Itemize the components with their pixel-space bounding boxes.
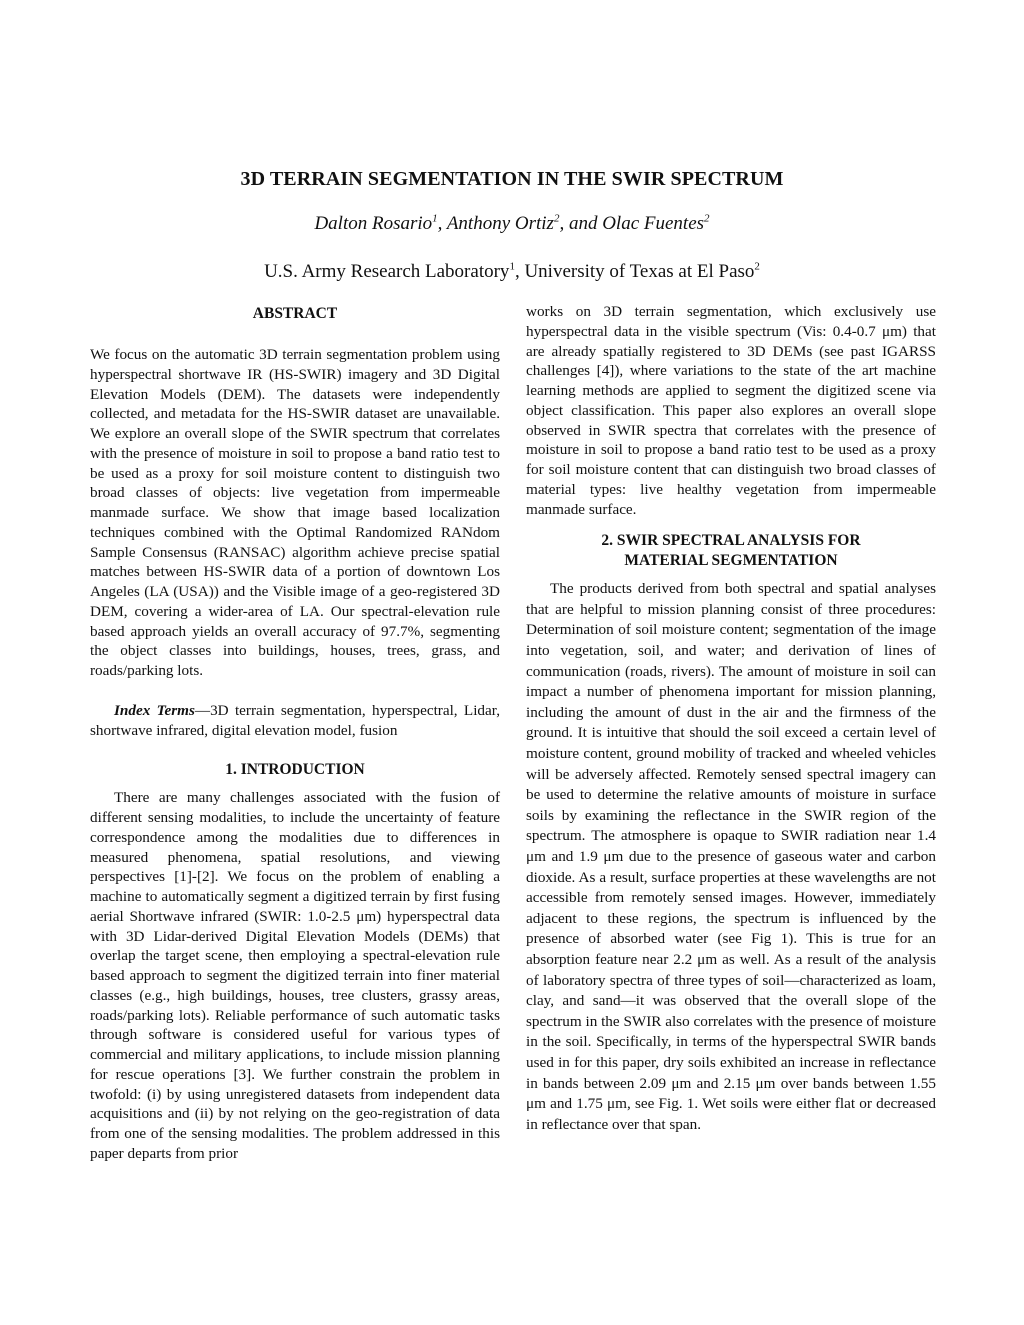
intro-heading: 1. INTRODUCTION <box>225 761 365 779</box>
abstract-text: We focus on the automatic 3D terrain segmentation problem using hyperspectral shortwave IR (HS-SWIR) imagery and 3D Digital Elevation Models (DEM). The datasets were independently collected, and metadata for the HS-SWIR dataset are unavailable. We explore an overall slope of the SWIR spectrum that correlates with the presence of moisture in soil to propose a band ratio test to be used as a proxy for soil moisture content to distinguish two broad classes of objects: live vegetation from impermeable manmade surface. We show that image based localization techniques combined with the Optimal Randomized RANdom Sample Consensus (RANSAC) algorithm achieve precise spatial matches between HS-SWIR data of a portion of downtown Los Angeles (LA (USA)) and the Visible image of a geo-registered 3D DEM, covering a wider-area of LA. Our spectral-elevation rule based approach yields an overall accuracy of 97.7%, segmenting the object classes into buildings, houses, trees, grass, and roads/parking lots. <box>90 346 500 679</box>
intro-text: There are many challenges associated with the fusion of different sensing modalities, to include the uncertainty of feature correspondence among the modalities due to differences in measured phenomena, spatial resolutions, and viewing perspectives [1]-[2]. We focus on the problem of enabling a machine to automatically segment a digitized terrain by first fusing aerial Shortwave infrared (SWIR: 1.0-2.5 μm) hyperspectral data with 3D Lidar-derived Digital Elevation Models (DEMs) that overlap the target scene, then employing a spectral-elevation rule based approach to segment the digitized terrain into finer material classes (e.g., high buildings, houses, tree clusters, grassy areas, roads/parking lots). Reliable performance of such automatic tasks through software is considered useful for various types of commercial and military applications, to include mission planning for rescue operations [3]. We further constrain the problem in twofold: (i) by using unregistered datasets from independent data acquisitions and (ii) by not relying on the geo-registration of data from one of the sensing modalities. The problem addressed in this paper departs from prior <box>90 789 500 1162</box>
author-1: Dalton Rosario <box>314 213 433 234</box>
index-terms <box>90 701 500 741</box>
author-1-affil-mark: 1 <box>432 212 438 225</box>
author-line <box>0 213 1024 235</box>
affiliation-1: U.S. Army Research Laboratory <box>264 261 510 282</box>
right-column <box>526 302 936 1135</box>
section2-heading-line2: MATERIAL SEGMENTATION <box>624 552 838 570</box>
author-2: , Anthony Ortiz <box>437 213 554 234</box>
index-terms-label: Index Terms <box>114 701 195 719</box>
author-2-affil-mark: 2 <box>553 212 560 225</box>
left-column <box>90 302 500 1164</box>
paper-title: 3D TERRAIN SEGMENTATION IN THE SWIR SPECTRUM <box>240 168 784 190</box>
section2-text: The products derived from both spectral and spatial analyses that are helpful to mission planning consist of three procedures: Determination of soil moisture content; segmentation of the image into vegetation, soil, and water; and derivation of lines of communication (roads, rivers). The amount of moisture in soil can impact a number of phenomena important for mission planning, including the amount of dust in the air and the firmness of the ground. It is intuitive that should the soil exceed a certain level of moisture content, ground mobility of tracked and wheeled vehicles will be adversely affected. Remotely sensed spectral imagery can be used to determine the relative amounts of moisture in surface soils by examining the reflectance in the SWIR region of the spectrum. The atmosphere is opaque to SWIR radiation near 1.4 μm and 1.9 μm due to the presence of gaseous water and carbon dioxide. As a result, surface properties at these wavelengths are not accessible from remotely sensed images. However, immediately adjacent to these regions, the spectrum is influenced by the presence of absorbed water (see Fig 1). This is true for an absorption feature near 2.2 μm as well. As a result of the analysis of laboratory spectra of three types of soil—characterized as loam, clay, and sand—it was observed that the overall slope of the spectrum in the SWIR also correlates with the presence of moisture in the soil. Specifically, in terms of the hyperspectral SWIR bands used in for this paper, dry soils exhibited an increase in reflectance in bands between 2.09 μm and 2.15 μm over bands between 1.55 μm and 1.75 μm, see Fig. 1. Wet soils were either flat or decreased in reflectance over that span. <box>526 580 936 1133</box>
abstract-heading: ABSTRACT <box>252 305 338 322</box>
author-3: , and Olac Fuentes <box>559 213 705 234</box>
section2-heading-line1: 2. SWIR SPECTRAL ANALYSIS FOR <box>601 532 861 550</box>
affiliation-2-mark: 2 <box>754 260 760 273</box>
index-terms-text: —3D terrain segmentation, hyperspectral, Lidar, shortwave infrared, digital elevation model, fusion <box>90 701 500 739</box>
intro-text-continued: works on 3D terrain segmentation, which exclusively use hyperspectral data in the visible spectrum (Vis: 0.4-0.7 μm) that are already spatially registered to 3D DEMs (see past IGARSS challenges [4]), where variations to the state of the art machine learning methods are applied to segment the digitized scene via object classification. This paper also explores an overall slope observed in SWIR spectra that correlates with the presence of moisture in soil to propose a band ratio test to be used as a proxy for soil moisture content that can distinguish two broad classes of material types: live healthy vegetation from impermeable manmade surface. <box>526 303 936 518</box>
affiliation-line <box>0 261 1024 283</box>
affiliation-2: , University of Texas at El Paso <box>514 261 755 282</box>
author-3-affil-mark: 2 <box>704 212 710 225</box>
affiliation-1-mark: 1 <box>509 260 515 273</box>
